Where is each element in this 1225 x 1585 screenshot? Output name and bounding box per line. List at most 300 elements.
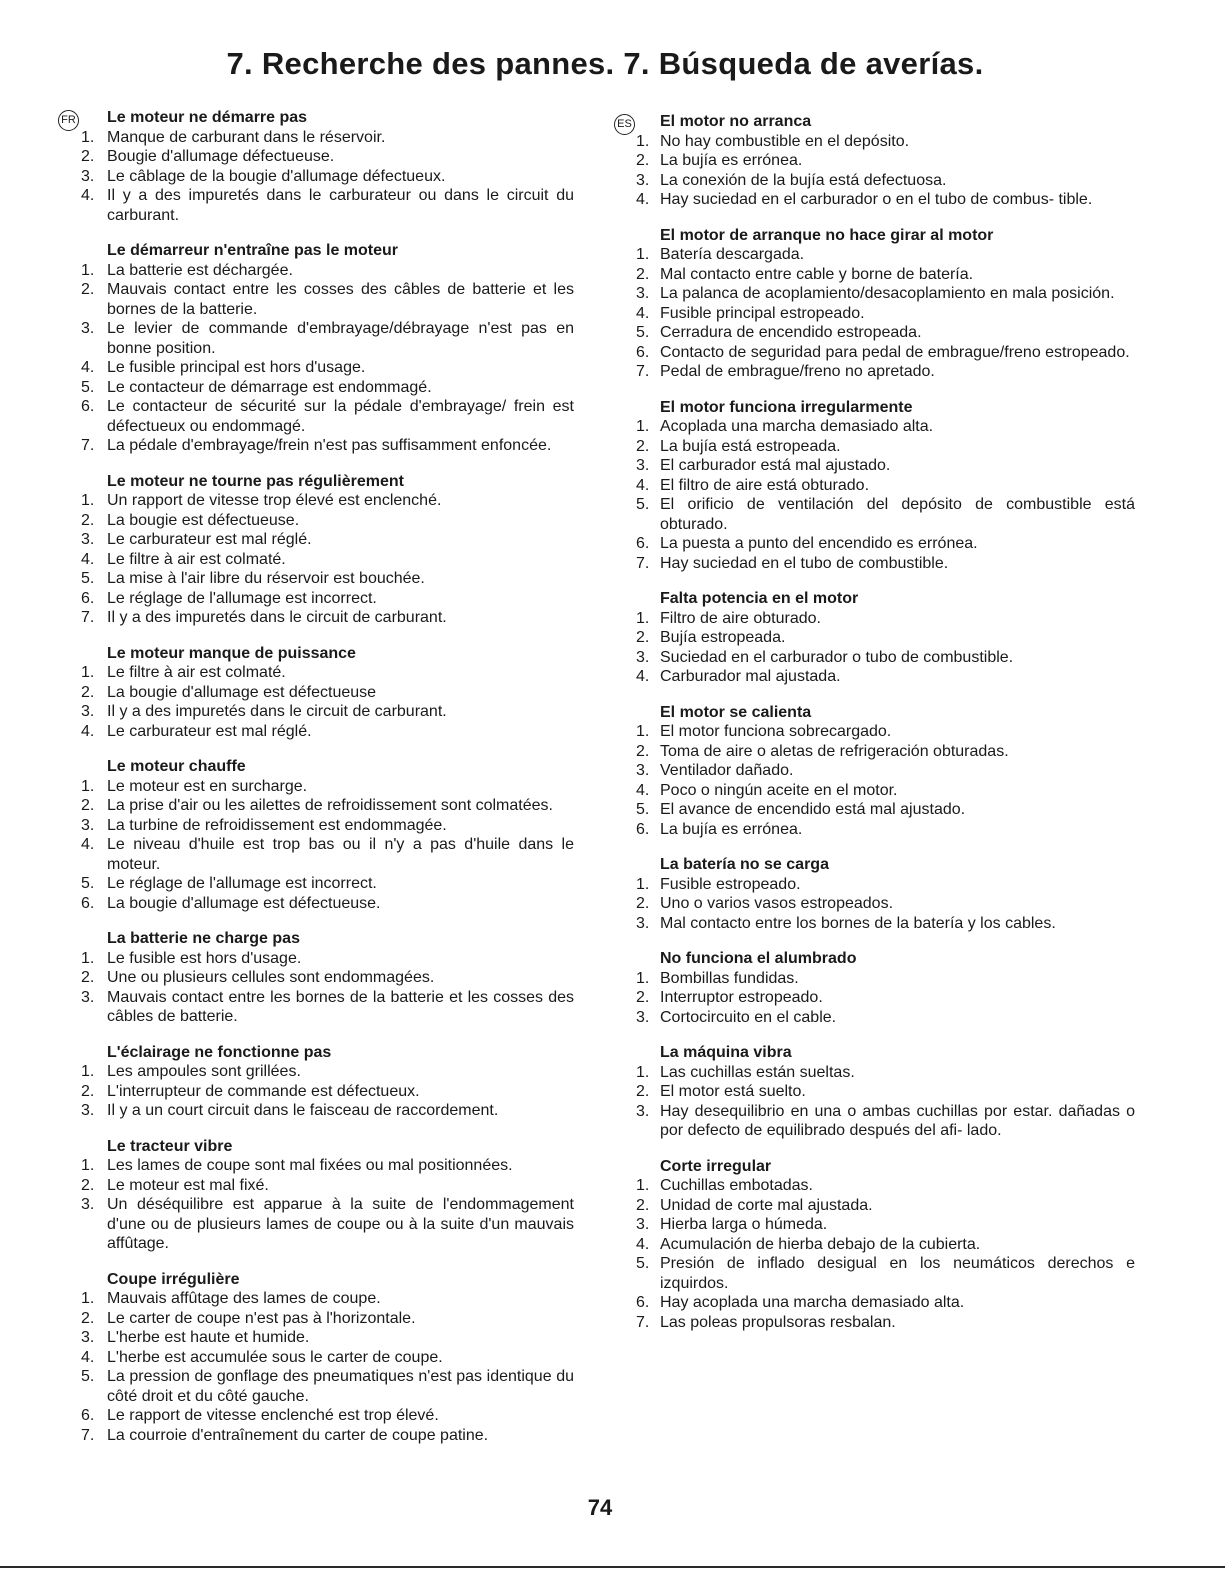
item-number: 4. — [81, 187, 95, 204]
list-item — [62, 128, 574, 148]
troubleshooting-section — [618, 1043, 1135, 1141]
item-number: 2. — [81, 148, 95, 165]
item-text: Bujía estropeada. — [660, 629, 786, 646]
item-text: Carburador mal ajustada. — [660, 668, 841, 685]
item-number: 1. — [636, 609, 650, 627]
item-text: Un rapport de vitesse trop élevé est enclenché. — [107, 492, 442, 509]
list-item — [62, 949, 574, 969]
item-text: El orificio de ventilación del depósito de combustible está obturado. — [660, 496, 1135, 533]
item-number: 6. — [636, 535, 650, 552]
cause-list — [618, 1176, 1135, 1332]
list-item — [618, 554, 1135, 574]
section-heading: El motor funciona irregularmente — [660, 398, 913, 416]
item-number: 5. — [81, 378, 95, 396]
item-text: Hierba larga o húmeda. — [660, 1216, 828, 1233]
item-number: 7. — [81, 609, 95, 626]
list-item — [62, 796, 574, 816]
item-text: Il y a un court circuit dans le faisceau de raccordement. — [107, 1102, 499, 1119]
list-item — [618, 667, 1135, 687]
list-item — [618, 456, 1135, 476]
list-item — [618, 304, 1135, 324]
list-item — [618, 1215, 1135, 1235]
item-number: 2. — [81, 281, 95, 298]
item-text: La bougie est défectueuse. — [107, 511, 300, 529]
list-item — [618, 190, 1135, 210]
item-number: 5. — [81, 570, 95, 587]
list-item — [618, 820, 1135, 840]
cause-list — [62, 261, 574, 456]
cause-list — [618, 722, 1135, 839]
item-text: Le filtre à air est colmaté. — [107, 664, 286, 681]
item-text: La pédale d'embrayage/frein n'est pas suffisamment enfoncée. — [107, 437, 552, 454]
item-text: El carburador está mal ajustado. — [660, 457, 891, 474]
item-number: 1. — [81, 1157, 95, 1174]
item-number: 5. — [636, 801, 650, 818]
item-text: Il y a des impuretés dans le carburateur ou dans le circuit du carburant. — [107, 187, 574, 224]
item-text: La bougie d'allumage est défectueuse. — [107, 894, 381, 912]
list-item — [618, 781, 1135, 801]
item-text: El filtro de aire está obturado. — [660, 476, 870, 494]
item-number: 3. — [636, 1102, 650, 1120]
item-number: 4. — [81, 1348, 95, 1366]
list-item — [618, 476, 1135, 496]
item-number: 1. — [636, 246, 650, 263]
section-heading: Corte irregular — [660, 1157, 772, 1175]
section-heading: Le moteur manque de puissance — [107, 644, 356, 662]
list-item — [618, 132, 1135, 152]
item-text: La conexión de la bujía está defectuosa. — [660, 171, 947, 189]
troubleshooting-section — [62, 644, 574, 742]
list-item — [62, 1367, 574, 1406]
item-text: La batterie est déchargée. — [107, 261, 293, 279]
cause-list — [618, 969, 1135, 1028]
section-heading: Le moteur ne démarre pas — [107, 109, 308, 126]
cause-list — [62, 663, 574, 741]
item-number: 1. — [81, 1063, 95, 1080]
list-item — [62, 167, 574, 187]
cause-list — [62, 128, 574, 226]
item-number: 4. — [81, 836, 95, 853]
item-number: 4. — [81, 359, 95, 376]
item-text: La turbine de refroidissement est endommagée. — [107, 816, 447, 834]
item-text: Un déséquilibre est apparue à la suite de l'endommagement d'une ou de plusieurs lames de coupe ou à la suite d'un mauvais affûtage. — [107, 1196, 574, 1252]
list-item — [618, 1008, 1135, 1028]
troubleshooting-section — [618, 398, 1135, 574]
list-item — [618, 1313, 1135, 1333]
list-item — [62, 777, 574, 797]
list-item — [618, 534, 1135, 554]
item-text: Le moteur est mal fixé. — [107, 1176, 269, 1194]
item-number: 2. — [636, 1083, 650, 1100]
item-number: 3. — [636, 648, 650, 666]
troubleshooting-section — [62, 757, 574, 913]
list-item — [618, 1254, 1135, 1293]
spanish-column — [618, 108, 1135, 1348]
item-text: Le contacteur de sécurité sur la pédale d'embrayage/ frein est défectueux ou endommagé. — [107, 398, 574, 435]
item-text: Une ou plusieurs cellules sont endommagées. — [107, 969, 435, 986]
list-item — [618, 800, 1135, 820]
item-number: 4. — [636, 476, 650, 494]
list-item — [618, 323, 1135, 343]
list-item — [618, 495, 1135, 534]
item-number: 3. — [636, 1008, 650, 1026]
french-language-badge: FR — [58, 110, 79, 131]
section-heading: Le tracteur vibre — [107, 1137, 233, 1155]
item-number: 3. — [636, 1216, 650, 1233]
cause-list — [62, 777, 574, 914]
item-text: La bougie d'allumage est défectueuse — [107, 683, 377, 701]
list-item — [62, 358, 574, 378]
troubleshooting-section — [62, 929, 574, 1027]
list-item — [618, 722, 1135, 742]
list-item — [62, 589, 574, 609]
item-text: Le rapport de vitesse enclenché est trop élevé. — [107, 1407, 439, 1424]
section-heading: No funciona el alumbrado — [660, 950, 857, 967]
list-item — [62, 835, 574, 874]
troubleshooting-section — [62, 241, 574, 456]
cause-list — [618, 245, 1135, 382]
item-number: 6. — [636, 1294, 650, 1311]
list-item — [618, 343, 1135, 363]
item-text: Uno o varios vasos estropeados. — [660, 895, 894, 912]
troubleshooting-section — [618, 855, 1135, 933]
item-text: La puesta a punto del encendido es errónea. — [660, 535, 978, 552]
item-text: L'interrupteur de commande est défectueux. — [107, 1082, 420, 1100]
list-item — [62, 1156, 574, 1176]
item-number: 4. — [81, 550, 95, 568]
item-number: 1. — [636, 132, 650, 150]
section-heading: El motor se calienta — [660, 703, 812, 721]
list-item — [618, 1235, 1135, 1255]
list-item — [62, 988, 574, 1027]
list-item — [618, 1176, 1135, 1196]
item-text: Mauvais contact entre les cosses des câbles de batterie et les bornes de la batterie. — [107, 281, 574, 318]
item-text: Il y a des impuretés dans le circuit de carburant. — [107, 609, 447, 626]
list-item — [62, 1406, 574, 1426]
list-item — [618, 742, 1135, 762]
item-text: Suciedad en el carburador o tubo de combustible. — [660, 648, 1014, 666]
item-number: 5. — [636, 324, 650, 341]
item-number: 7. — [81, 1426, 95, 1444]
item-text: Cerradura de encendido estropeada. — [660, 324, 922, 341]
item-text: Mauvais contact entre les bornes de la batterie et les cosses des câbles de batterie. — [107, 988, 574, 1025]
item-text: La palanca de acoplamiento/desacoplamiento en mala posición. — [660, 285, 1115, 302]
troubleshooting-section — [618, 1157, 1135, 1333]
item-text: La bujía es errónea. — [660, 820, 803, 838]
list-item — [62, 1195, 574, 1254]
item-number: 4. — [636, 191, 650, 208]
list-item — [62, 261, 574, 281]
item-text: Acumulación de hierba debajo de la cubierta. — [660, 1235, 981, 1253]
cause-list — [62, 491, 574, 628]
section-heading: Le démarreur n'entraîne pas le moteur — [107, 242, 399, 259]
item-text: Ventilador dañado. — [660, 762, 794, 779]
list-item — [62, 280, 574, 319]
item-text: La bujía está estropeada. — [660, 437, 841, 455]
item-number: 2. — [81, 1176, 95, 1194]
cause-list — [618, 1063, 1135, 1141]
list-item — [62, 608, 574, 628]
list-item — [62, 186, 574, 225]
item-text: L'herbe est accumulée sous le carter de coupe. — [107, 1348, 443, 1366]
item-text: Le fusible est hors d'usage. — [107, 949, 302, 967]
list-item — [618, 875, 1135, 895]
spanish-sections — [618, 112, 1135, 1332]
cause-list — [62, 1062, 574, 1121]
item-text: Le moteur est en surcharge. — [107, 777, 308, 795]
section-heading: L'éclairage ne fonctionne pas — [107, 1043, 332, 1061]
item-number: 3. — [636, 914, 650, 932]
list-item — [618, 648, 1135, 668]
item-number: 7. — [636, 554, 650, 572]
item-number: 2. — [636, 152, 650, 169]
list-item — [62, 1176, 574, 1196]
item-text: Le filtre à air est colmaté. — [107, 550, 286, 568]
item-text: Il y a des impuretés dans le circuit de carburant. — [107, 703, 447, 720]
item-number: 5. — [81, 875, 95, 892]
item-number: 6. — [81, 894, 95, 912]
section-heading: Le moteur ne tourne pas régulièrement — [107, 472, 404, 490]
list-item — [62, 569, 574, 589]
list-item — [618, 151, 1135, 171]
item-number: 1. — [81, 777, 95, 795]
list-item — [618, 1293, 1135, 1313]
item-text: Batería descargada. — [660, 246, 805, 263]
item-number: 2. — [636, 895, 650, 912]
item-text: Le câblage de la bougie d'allumage défectueux. — [107, 167, 446, 185]
item-text: Bombillas fundidas. — [660, 969, 799, 987]
section-heading: Falta potencia en el motor — [660, 590, 859, 607]
item-text: Les ampoules sont grillées. — [107, 1063, 301, 1080]
item-number: 4. — [636, 668, 650, 685]
item-text: Contacto de seguridad para pedal de embrague/freno estropeado. — [660, 343, 1130, 361]
item-number: 1. — [81, 664, 95, 681]
item-number: 3. — [636, 171, 650, 189]
item-text: La mise à l'air libre du réservoir est bouchée. — [107, 570, 425, 587]
item-text: Cuchillas embotadas. — [660, 1177, 813, 1194]
item-number: 2. — [636, 989, 650, 1006]
item-number: 6. — [636, 343, 650, 361]
item-text: Le niveau d'huile est trop bas ou il n'y a pas d'huile dans le moteur. — [107, 836, 574, 873]
item-number: 1. — [636, 875, 650, 893]
item-number: 2. — [636, 265, 650, 283]
item-number: 3. — [81, 988, 95, 1006]
cause-list — [618, 875, 1135, 934]
troubleshooting-section — [62, 1137, 574, 1254]
item-number: 2. — [81, 511, 95, 529]
item-text: El motor funciona sobrecargado. — [660, 723, 892, 740]
list-item — [62, 683, 574, 703]
item-text: Mauvais affûtage des lames de coupe. — [107, 1290, 381, 1307]
item-number: 4. — [81, 722, 95, 740]
list-item — [618, 265, 1135, 285]
item-text: Le carter de coupe n'est pas à l'horizontale. — [107, 1309, 416, 1327]
item-number: 1. — [81, 949, 95, 967]
troubleshooting-section — [618, 112, 1135, 210]
list-item — [62, 319, 574, 358]
item-text: Presión de inflado desigual en los neumáticos derechos e izquirdos. — [660, 1255, 1135, 1292]
troubleshooting-section — [62, 108, 574, 225]
item-text: Toma de aire o aletas de refrigeración obturadas. — [660, 742, 1009, 760]
troubleshooting-section — [62, 1043, 574, 1121]
list-item — [62, 1101, 574, 1121]
item-text: Bougie d'allumage défectueuse. — [107, 148, 335, 165]
item-number: 3. — [81, 1102, 95, 1119]
item-number: 1. — [636, 1177, 650, 1194]
item-text: Unidad de corte mal ajustada. — [660, 1196, 873, 1214]
list-item — [618, 988, 1135, 1008]
list-item — [62, 1289, 574, 1309]
item-number: 3. — [81, 167, 95, 185]
troubleshooting-section — [62, 472, 574, 628]
page-title: 7. Recherche des pannes. 7. Búsqueda de averías. — [226, 46, 984, 81]
section-heading: Le moteur chauffe — [107, 758, 246, 775]
item-text: Acoplada una marcha demasiado alta. — [660, 418, 934, 435]
troubleshooting-section — [618, 589, 1135, 687]
item-number: 2. — [81, 797, 95, 814]
item-number: 1. — [81, 1290, 95, 1307]
item-text: Hay desequilibrio en una o ambas cuchillas por estar. dañadas o por defecto de equilibrado después del afi- lado. — [660, 1102, 1135, 1139]
list-item — [618, 245, 1135, 265]
list-item — [618, 1082, 1135, 1102]
list-item — [62, 1328, 574, 1348]
list-item — [62, 722, 574, 742]
item-text: El motor está suelto. — [660, 1083, 806, 1100]
list-item — [62, 378, 574, 398]
list-item — [62, 894, 574, 914]
item-text: Las poleas propulsoras resbalan. — [660, 1313, 896, 1331]
spanish-language-badge: ES — [614, 114, 635, 135]
item-number: 2. — [81, 1082, 95, 1100]
section-heading: El motor de arranque no hace girar al motor — [660, 226, 994, 244]
french-column — [62, 108, 574, 1461]
item-number: 2. — [636, 1196, 650, 1214]
item-number: 3. — [81, 816, 95, 834]
item-text: Le contacteur de démarrage est endommagé. — [107, 378, 432, 396]
list-item — [62, 1082, 574, 1102]
item-text: Mal contacto entre cable y borne de batería. — [660, 265, 974, 283]
section-heading: La máquina vibra — [660, 1044, 792, 1061]
item-text: Le levier de commande d'embrayage/débrayage n'est pas en bonne position. — [107, 320, 574, 357]
list-item — [618, 1102, 1135, 1141]
item-text: Fusible estropeado. — [660, 875, 801, 893]
item-number: 4. — [636, 304, 650, 322]
item-number: 1. — [636, 1063, 650, 1081]
item-number: 2. — [636, 629, 650, 646]
list-item — [618, 969, 1135, 989]
troubleshooting-section — [618, 949, 1135, 1027]
cause-list — [618, 132, 1135, 210]
list-item — [62, 1348, 574, 1368]
item-number: 4. — [636, 781, 650, 799]
item-number: 2. — [636, 437, 650, 455]
item-number: 3. — [81, 1196, 95, 1213]
list-item — [62, 663, 574, 683]
item-text: Le carburateur est mal réglé. — [107, 722, 312, 740]
item-number: 1. — [81, 128, 95, 146]
cause-list — [618, 609, 1135, 687]
item-text: Mal contacto entre los bornes de la batería y los cables. — [660, 914, 1056, 932]
list-item — [62, 816, 574, 836]
item-number: 2. — [81, 969, 95, 986]
list-item — [62, 530, 574, 550]
item-text: Les lames de coupe sont mal fixées ou mal positionnées. — [107, 1157, 513, 1174]
item-text: Interruptor estropeado. — [660, 989, 823, 1006]
list-item — [62, 1426, 574, 1446]
item-text: Las cuchillas están sueltas. — [660, 1063, 855, 1081]
list-item — [618, 171, 1135, 191]
item-number: 5. — [81, 1368, 95, 1385]
bottom-rule — [0, 1566, 1225, 1568]
list-item — [62, 1062, 574, 1082]
item-number: 1. — [81, 492, 95, 509]
item-number: 3. — [81, 703, 95, 720]
item-number: 1. — [636, 723, 650, 740]
list-item — [62, 968, 574, 988]
item-text: L'herbe est haute et humide. — [107, 1329, 310, 1346]
list-item — [618, 914, 1135, 934]
item-text: El avance de encendido está mal ajustado. — [660, 801, 966, 818]
french-sections — [62, 108, 574, 1445]
section-heading: La batería no se carga — [660, 856, 829, 873]
list-item — [62, 397, 574, 436]
item-number: 3. — [81, 320, 95, 337]
list-item — [618, 284, 1135, 304]
list-item — [62, 436, 574, 456]
section-heading: La batterie ne charge pas — [107, 930, 300, 947]
list-item — [618, 628, 1135, 648]
item-text: Hay suciedad en el carburador o en el tubo de combus- tible. — [660, 191, 1093, 208]
list-item — [618, 761, 1135, 781]
list-item — [62, 874, 574, 894]
item-text: Poco o ningún aceite en el motor. — [660, 781, 898, 799]
item-number: 1. — [636, 418, 650, 435]
item-number: 2. — [81, 1309, 95, 1327]
item-text: No hay combustible en el depósito. — [660, 132, 910, 150]
item-text: Le carburateur est mal réglé. — [107, 531, 312, 548]
list-item — [62, 491, 574, 511]
item-text: Cortocircuito en el cable. — [660, 1008, 837, 1026]
item-number: 7. — [81, 437, 95, 454]
item-number: 3. — [636, 285, 650, 302]
item-number: 6. — [81, 1407, 95, 1424]
list-item — [62, 702, 574, 722]
cause-list — [62, 1289, 574, 1445]
troubleshooting-section — [618, 226, 1135, 382]
item-text: Le fusible principal est hors d'usage. — [107, 359, 366, 376]
list-item — [618, 362, 1135, 382]
item-number: 5. — [636, 496, 650, 513]
item-number: 2. — [636, 742, 650, 760]
item-number: 2. — [81, 683, 95, 701]
item-text: Hay acoplada una marcha demasiado alta. — [660, 1294, 965, 1311]
list-item — [618, 417, 1135, 437]
item-number: 7. — [636, 363, 650, 380]
list-item — [62, 147, 574, 167]
item-number: 6. — [81, 589, 95, 607]
item-text: Manque de carburant dans le réservoir. — [107, 128, 386, 146]
list-item — [618, 437, 1135, 457]
page-number: 74 — [587, 1495, 613, 1520]
item-number: 3. — [636, 762, 650, 779]
item-text: Fusible principal estropeado. — [660, 304, 865, 322]
cause-list — [62, 1156, 574, 1254]
item-text: Pedal de embrague/freno no apretado. — [660, 363, 935, 380]
item-text: Le réglage de l'allumage est incorrect. — [107, 589, 377, 607]
item-number: 1. — [81, 261, 95, 279]
item-text: La prise d'air ou les ailettes de refroidissement sont colmatées. — [107, 797, 553, 814]
item-number: 4. — [636, 1235, 650, 1253]
